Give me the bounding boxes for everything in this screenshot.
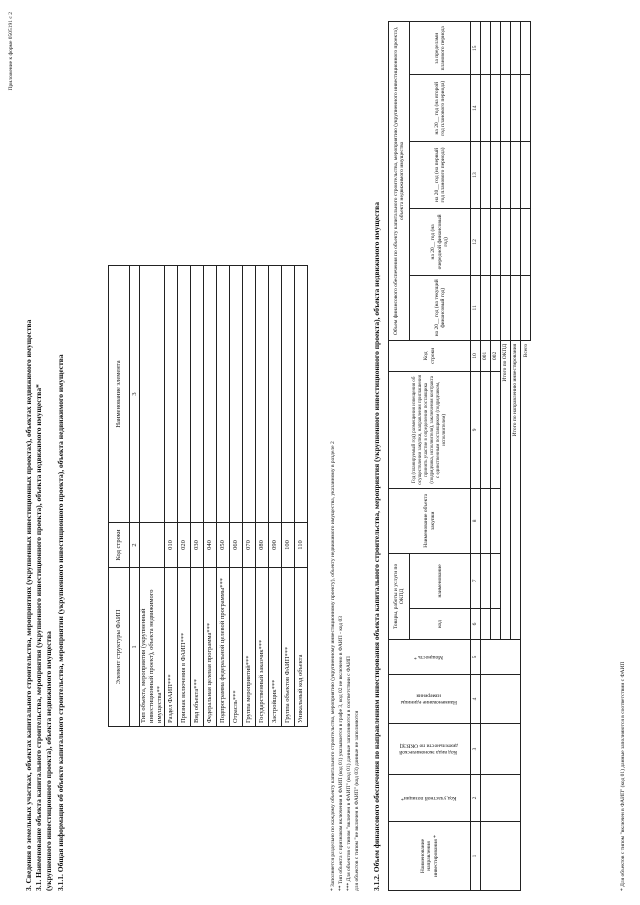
financing-table xyxy=(388,21,531,891)
header-year-4: на 20__ год (на второй год планового периода) xyxy=(410,75,471,141)
section-311-title: 3.1.1. Общая информация об объекте капитального строительства, мероприятии (укрупненного инвестиционного проекта), объекта недвижимого имущества xyxy=(56,354,65,891)
total-okpd-label: Итого по ОКПД xyxy=(501,340,511,639)
row-element: Группа объектов ФАИП*** xyxy=(282,568,295,727)
row-element: Группа мероприятий*** xyxy=(243,568,256,727)
header-year-3: на 20__ год (на первый год планового периода) xyxy=(410,141,471,208)
header-goods: Товары, работы и услуги по ОКПД xyxy=(389,553,410,639)
header-code-position xyxy=(389,775,471,822)
header-direction: Наименование направления инвестирования * xyxy=(389,822,471,891)
header-code-position-label: Код участной позиции* xyxy=(400,795,456,802)
amount-y2-input[interactable] xyxy=(491,209,501,276)
index-cell: 6 xyxy=(471,609,481,640)
header-name: Наименование элемента xyxy=(109,266,130,523)
header-code: Код строки xyxy=(109,523,130,568)
row-element: Признак включения в ФАИП*** xyxy=(178,568,191,727)
row-code: 040 xyxy=(204,523,217,568)
row-code: 100 xyxy=(282,523,295,568)
capacity-input[interactable] xyxy=(481,640,521,675)
index-cell: 3 xyxy=(471,724,481,775)
index-cell: 2 xyxy=(130,523,140,568)
amount-y3-input[interactable] xyxy=(481,141,491,208)
header-goods-code: код xyxy=(410,609,471,640)
index-cell: 4 xyxy=(471,675,481,724)
goods-name-input[interactable] xyxy=(491,553,501,608)
total-direction-y1[interactable] xyxy=(511,275,521,340)
section-31-title: 3.1. Наименование объекта капитального строительства, мероприятия (укрупненного инвестиционного проекта), объекта недвижимого имущества* xyxy=(34,384,43,891)
row-code: 020 xyxy=(178,523,191,568)
row-name-input[interactable] xyxy=(256,266,269,523)
code-position-input[interactable] xyxy=(481,775,521,822)
index-cell: 14 xyxy=(471,75,481,141)
row-element: Подпрограмма федеральной целевой программы*** xyxy=(217,568,230,727)
total-direction-y3[interactable] xyxy=(511,141,521,208)
amount-y1-input[interactable] xyxy=(481,275,491,340)
amount-y4-input[interactable] xyxy=(481,75,491,141)
row-code: 030 xyxy=(191,523,204,568)
section-312-title: 3.1.2. Объем финансового обеспечения по направлениям инвестирования объекта капитального строительства, мероприятия (укрупненного инвестиционного проекта), объекта недвижимого имущества xyxy=(372,202,381,891)
header-financing: Объем финансового обеспечения по объекту капитального строительства, мероприятию (укрупненного инвестиционного проекта), объекта недвижимого имущества xyxy=(389,22,410,341)
row-name-input[interactable] xyxy=(140,266,165,523)
total-all-y2[interactable] xyxy=(521,209,531,276)
header-okved xyxy=(389,724,471,775)
row-element: Уникальный код объекта xyxy=(295,568,308,727)
header-okved-label: Код вида экономической деятельности по ОКВЭД xyxy=(399,743,458,756)
index-cell: 10 xyxy=(471,340,481,371)
row-code: 001 xyxy=(481,340,491,371)
index-cell: 9 xyxy=(471,371,481,488)
amount-y3-input[interactable] xyxy=(491,141,501,208)
row-code xyxy=(140,523,165,568)
amount-y4-input[interactable] xyxy=(491,75,501,141)
header-customer: Наименование объекта закупки xyxy=(389,488,471,553)
year-input[interactable] xyxy=(491,371,501,488)
row-element: Застройщик*** xyxy=(269,568,282,727)
total-okpd-y2[interactable] xyxy=(501,209,511,276)
row-element: Раздел ФАИП*** xyxy=(165,568,178,727)
footnote-1: * Заполняется раздельно по каждому объекту капитального строительства, мероприятию (укрупненному инвестиционному проекту), объекту недвижимого имущества, указанному в разделе 2 xyxy=(330,441,336,891)
total-all-label: Всего xyxy=(521,340,531,890)
header-element: Элемент структуры ФАИП xyxy=(109,568,130,727)
row-element: Федеральная целевая программа*** xyxy=(204,568,217,727)
row-name-input[interactable] xyxy=(178,266,191,523)
form-note: Приложение к форме 0505191 с 2 xyxy=(8,12,14,91)
section-3-title: 3. Сведения о земельных участках, объектах капитального строительства, мероприятиях (укрупненных инвестиционных проектах), объектах недвижимого имущества xyxy=(24,319,33,891)
general-info-table xyxy=(108,265,308,727)
row-code: 090 xyxy=(269,523,282,568)
header-year-1: на 20__ год (на текущий финансовый год) xyxy=(410,275,471,340)
row-element: Вид объекта*** xyxy=(191,568,204,727)
header-row-code: Код строки xyxy=(389,340,471,371)
total-okpd-y1[interactable] xyxy=(501,275,511,340)
amount-y5-input[interactable] xyxy=(481,22,491,76)
direction-input[interactable] xyxy=(481,822,521,891)
row-name-input[interactable] xyxy=(295,266,308,523)
index-cell: 8 xyxy=(471,488,481,553)
row-element: Государственный заказчик*** xyxy=(256,568,269,727)
row-name-input[interactable] xyxy=(204,266,217,523)
footnote-4: для объектов с типом "не включен в ФАИП" (код 03) данные не заполняются xyxy=(354,710,360,891)
row-code: 010 xyxy=(165,523,178,568)
customer-input[interactable] xyxy=(491,488,501,553)
total-direction-y5[interactable] xyxy=(511,22,521,76)
index-cell: 2 xyxy=(471,775,481,822)
header-unit-label: Наименование единицы измерения xyxy=(400,693,457,706)
amount-y1-input[interactable] xyxy=(491,275,501,340)
row-name-input[interactable] xyxy=(191,266,204,523)
customer-input[interactable] xyxy=(481,488,491,553)
total-okpd-y3[interactable] xyxy=(501,141,511,208)
index-cell: 7 xyxy=(471,553,481,608)
footnote-3: *** Для объектов с типом "включен в ФАИП" (код 01) данные заполняются в соответствии с ФАИП xyxy=(346,656,352,891)
total-all-y5[interactable] xyxy=(521,22,531,76)
row-name-input[interactable] xyxy=(269,266,282,523)
row-name-input[interactable] xyxy=(217,266,230,523)
row-code: 002 xyxy=(491,340,501,371)
index-cell: 3 xyxy=(130,266,140,523)
section-31-subtitle: (укрупненного инвестиционного проекта), объекта недвижимого имущества xyxy=(44,631,53,891)
total-all-y4[interactable] xyxy=(521,75,531,141)
header-year: Год (планируемый год) размещения извещения об осуществлении закупки, направления приглашения принять участие в определении поставщика (подрядчика, исполнителя), заключения контракта с единственным поставщиком (подрядчиком, исполнителем) xyxy=(389,371,471,488)
total-all-y1[interactable] xyxy=(521,275,531,340)
index-cell: 5 xyxy=(471,640,481,675)
total-all-y3[interactable] xyxy=(521,141,531,208)
row-element: Тип объекта, мероприятия (укрупненный инвестиционный проект), объекта недвижимого имущества** xyxy=(140,568,165,727)
header-capacity xyxy=(389,640,471,675)
goods-code-input[interactable] xyxy=(481,609,491,640)
index-cell: 13 xyxy=(471,141,481,208)
goods-code-input[interactable] xyxy=(491,609,501,640)
row-code: 050 xyxy=(217,523,230,568)
row-name-input[interactable] xyxy=(165,266,178,523)
row-name-input[interactable] xyxy=(243,266,256,523)
total-direction-label: Итого по направлению инвестирования xyxy=(511,340,521,639)
amount-y2-input[interactable] xyxy=(481,209,491,276)
total-okpd-y4[interactable] xyxy=(501,75,511,141)
year-input[interactable] xyxy=(481,371,491,488)
index-cell: 15 xyxy=(471,22,481,76)
total-direction-y4[interactable] xyxy=(511,75,521,141)
amount-y5-input[interactable] xyxy=(491,22,501,76)
row-name-input[interactable] xyxy=(230,266,243,523)
footnote-312: * Для объектов с типом "включен в ФАИП" (код 01) данные заполняются в соответствии с ФАИП xyxy=(620,661,626,891)
header-goods-name: наименование xyxy=(410,553,471,608)
row-element: Отрасль*** xyxy=(230,568,243,727)
row-code: 060 xyxy=(230,523,243,568)
index-cell: 11 xyxy=(471,275,481,340)
index-cell: 12 xyxy=(471,209,481,276)
header-capacity-label: Мощность * xyxy=(413,654,443,661)
index-cell: 1 xyxy=(471,822,481,891)
header-unit xyxy=(389,675,471,724)
total-direction-y2[interactable] xyxy=(511,209,521,276)
okved-input[interactable] xyxy=(481,724,521,775)
header-year-5: за пределами планового периода xyxy=(410,22,471,76)
goods-name-input[interactable] xyxy=(481,553,491,608)
footnote-2: ** Тип объекта с признаком включения в ФАИП (код 01) указывается в графе 3, код 02 не включено в ФАИП - код 03 xyxy=(338,616,344,891)
unit-input[interactable] xyxy=(481,675,521,724)
row-code: 080 xyxy=(256,523,269,568)
row-code: 110 xyxy=(295,523,308,568)
row-code: 070 xyxy=(243,523,256,568)
index-cell: 1 xyxy=(130,568,140,727)
header-year-2: на 20__ год (на очередной финансовый год) xyxy=(410,209,471,276)
row-name-input[interactable] xyxy=(282,266,295,523)
total-okpd-y5[interactable] xyxy=(501,22,511,76)
